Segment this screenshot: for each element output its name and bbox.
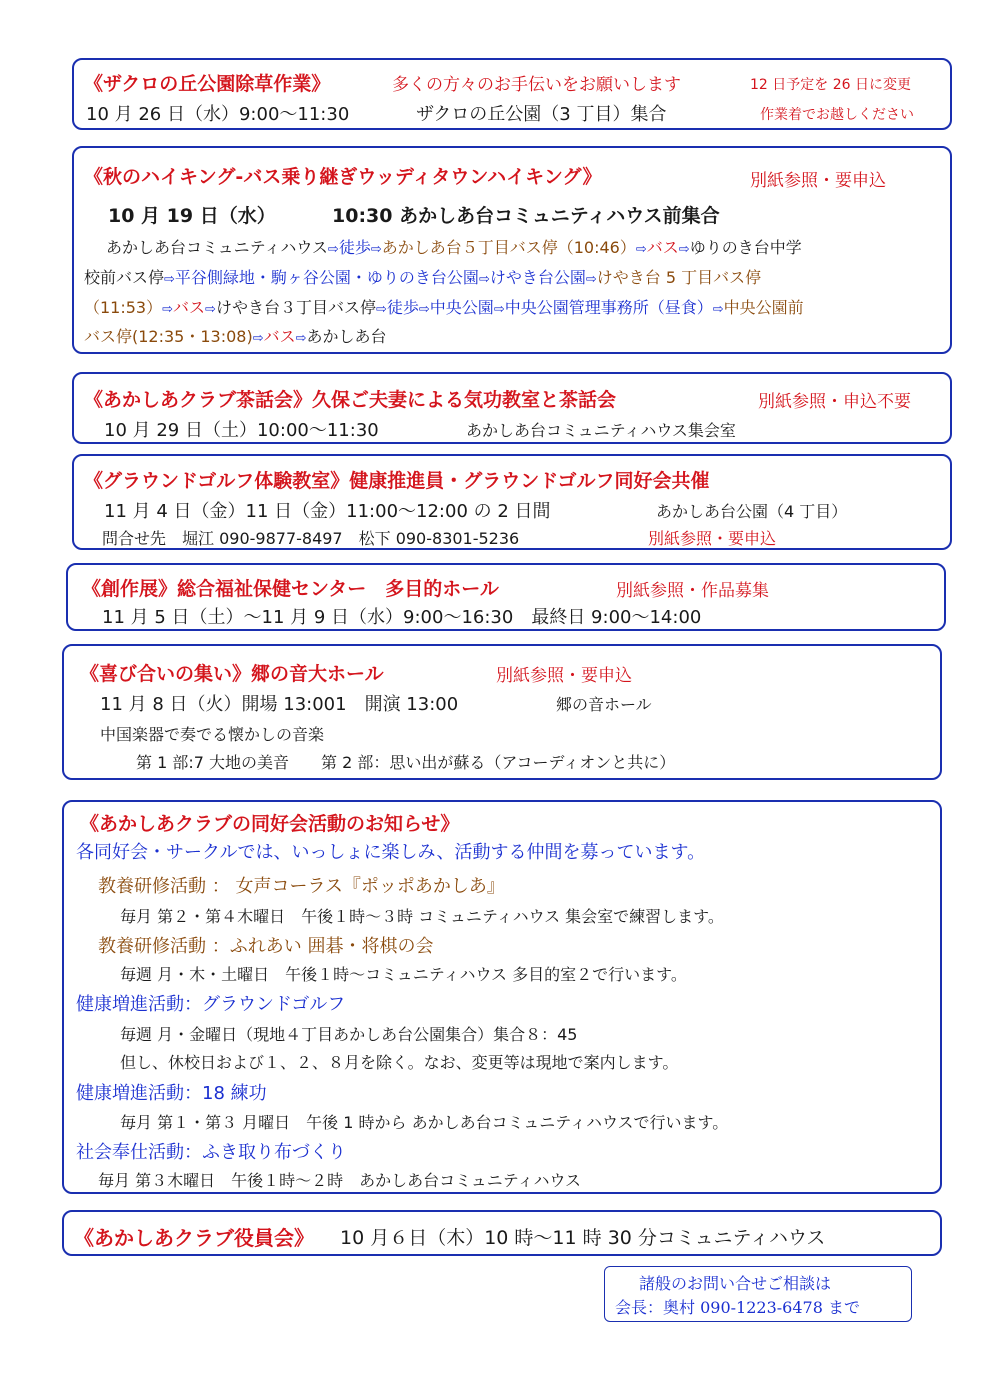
section-joy-gathering [62,644,942,780]
arrow-right-icon: ⇨ [370,242,382,257]
activity-cloth-heading: 社会奉仕活動：ふき取り布づくり [76,1142,346,1163]
art-title: 《創作展》総合福祉保健センター 多目的ホール [82,578,499,600]
route-stop: あかしあ台 [306,327,387,346]
hiking-date: 10 月 19 日（水） [108,205,276,227]
hiking-meet: 10:30 あかしあ台コミュニティハウス前集合 [332,205,720,227]
section-tea-party [72,372,952,444]
tea-ref: 別紙参照・申込不要 [758,392,911,412]
route-stop: 校前バス停 [84,268,165,287]
route-stop: 中央公園前 [723,298,804,317]
activity-ground-golf-note: 但し、休校日および１、２、８月を除く。なお、変更等は現地で案内します。 [120,1053,679,1072]
route-walk: 徒歩 [386,298,419,317]
zakuro-place: ザクロの丘公園（3 丁目）集合 [416,104,667,125]
route-bus: バス [263,327,296,346]
activity-ground-golf-schedule: 毎週 月・金曜日（現地４丁目あかしあ台公園集合）集合８：45 [120,1025,578,1044]
arrow-right-icon: ⇨ [164,272,175,287]
route-stop: あかしあ台コミュニティハウス [106,238,328,257]
arrow-right-icon: ⇨ [205,302,216,317]
contact-line-2: 会長：奥村 090-1223-6478 まで [615,1298,860,1317]
zakuro-dress-note: 作業着でお越しください [760,107,914,123]
arrow-right-icon: ⇨ [327,242,339,257]
activities-title: 《あかしあクラブの同好会活動のお知らせ》 [80,813,460,835]
section-club-activities [62,800,942,1194]
art-datetime: 11 月 5 日（土）～11 月 9 日（水）9:00～16:30 最終日 9:00～14:00 [102,607,702,628]
hiking-route-line-3 [84,295,804,318]
section-zakuro-weeding [72,58,952,130]
arrow-right-icon: ⇨ [252,331,264,346]
tea-place: あかしあ台コミュニティハウス集会室 [466,421,736,440]
arrow-right-icon: ⇨ [478,272,490,287]
hiking-ref: 別紙参照・要申込 [750,171,886,191]
contact-line-1: 諸般のお問い合せご相談は [639,1274,832,1293]
board-title: 《あかしあクラブ役員会》 [74,1226,314,1250]
joy-description: 中国楽器で奏でる懐かしの音楽 [100,725,325,744]
activity-go-shogi-schedule: 毎週 月・木・土曜日 午後１時～コミュニティハウス 多目的室２で行います。 [120,965,687,984]
zakuro-date-change: 12 日予定を 26 日に変更 [750,77,911,93]
route-bus: バス [646,238,679,257]
arrow-right-icon: ⇨ [162,302,174,317]
route-walk: 徒歩 [338,238,371,257]
route-bus: バス [173,298,206,317]
zakuro-subtitle: 多くの方々のお手伝いをお願いします [392,75,681,95]
board-datetime: 10 月６日（木）10 時～11 時 30 分コミュニティハウス [340,1227,826,1249]
route-stop: けやき台３丁目バス停 [215,298,376,317]
arrow-right-icon: ⇨ [585,272,597,287]
route-stop: けやき台 5 丁目バス停 [596,268,762,287]
activity-renkou-schedule: 毎月 第１・第３ 月曜日 午後 1 時から あかしあ台コミュニティハウスで行います。 [120,1113,729,1132]
activity-ground-golf-heading: 健康増進活動：グラウンドゴルフ [76,994,346,1015]
arrow-right-icon: ⇨ [678,242,690,257]
joy-place: 郷の音ホール [556,695,652,714]
golf-dates: 11 月 4 日（金）11 日（金）11:00～12:00 の 2 日間 [104,501,551,522]
section-autumn-hiking [72,146,952,354]
arrow-right-icon: ⇨ [295,331,307,346]
arrow-right-icon: ⇨ [712,302,724,317]
zakuro-datetime: 10 月 26 日（水）9:00～11:30 [86,104,350,125]
route-stop: あかしあ台５丁目バス停（10:46） [381,238,636,257]
section-ground-golf [72,454,952,550]
activity-chorus-heading: 教養研修活動 ： 女声コーラス『ポッポあかしあ』 [98,876,505,897]
arrow-right-icon: ⇨ [375,302,387,317]
tea-datetime: 10 月 29 日（土）10:00～11:30 [104,420,379,441]
arrow-right-icon: ⇨ [493,302,505,317]
joy-title: 《喜び合いの集い》郷の音大ホール [80,663,384,685]
section-board-meeting [62,1210,942,1256]
route-stop: 平谷側緑地・駒ヶ谷公園・ゆりのき台公園 [174,268,479,287]
golf-place: あかしあ台公園（4 丁目） [656,502,848,521]
hiking-route-line-4 [84,324,387,347]
joy-datetime: 11 月 8 日（火）開場 13:001 開演 13:00 [100,694,459,715]
arrow-right-icon: ⇨ [635,242,647,257]
golf-contact: 問合せ先 堀江 090-9877-8497 松下 090-8301-5236 [102,529,520,548]
joy-program-parts: 第 1 部:7 大地の美音 第 2 部：思い出が蘇る（アコーディオンと共に） [136,753,676,772]
joy-ref: 別紙参照・要申込 [496,666,632,686]
golf-ref: 別紙参照・要申込 [648,529,777,548]
art-ref: 別紙参照・作品募集 [616,581,769,601]
golf-title: 《グラウンドゴルフ体験教室》健康推進員・グラウンドゴルフ同好会共催 [84,470,710,492]
route-stop: ゆりのき台中学 [689,238,802,257]
route-stop: バス停(12:35・13:08) [84,327,253,346]
route-time: （11:53） [84,298,163,317]
activity-chorus-schedule: 毎月 第２・第４木曜日 午後１時～３時 コミュニティハウス 集会室で練習します。 [120,907,724,926]
activity-go-shogi-heading: 教養研修活動 ：ふれあい 囲碁・将棋の会 [98,936,434,957]
route-stop: 中央公園管理事務所（昼食） [504,298,713,317]
route-stop: 中央公園 [429,298,494,317]
hiking-route-line-1 [106,235,802,258]
hiking-title: 《秋のハイキング-バス乗り継ぎウッディタウンハイキング》 [84,166,602,188]
section-art-exhibition [66,563,946,631]
zakuro-title: 《ザクロの丘公園除草作業》 [84,73,331,95]
contact-box [604,1266,912,1322]
activities-intro: 各同好会・サークルでは、いっしょに楽しみ、活動する仲間を募っています。 [76,842,706,863]
hiking-route-line-2 [84,265,761,288]
route-stop: けやき台公園 [489,268,586,287]
tea-title: 《あかしあクラブ茶話会》久保ご夫妻による気功教室と茶話会 [84,389,617,411]
arrow-right-icon: ⇨ [418,302,430,317]
activity-renkou-heading: 健康増進活動：18 練功 [76,1083,267,1104]
activity-cloth-schedule: 毎月 第３木曜日 午後１時～２時 あかしあ台コミュニティハウス [98,1171,582,1190]
